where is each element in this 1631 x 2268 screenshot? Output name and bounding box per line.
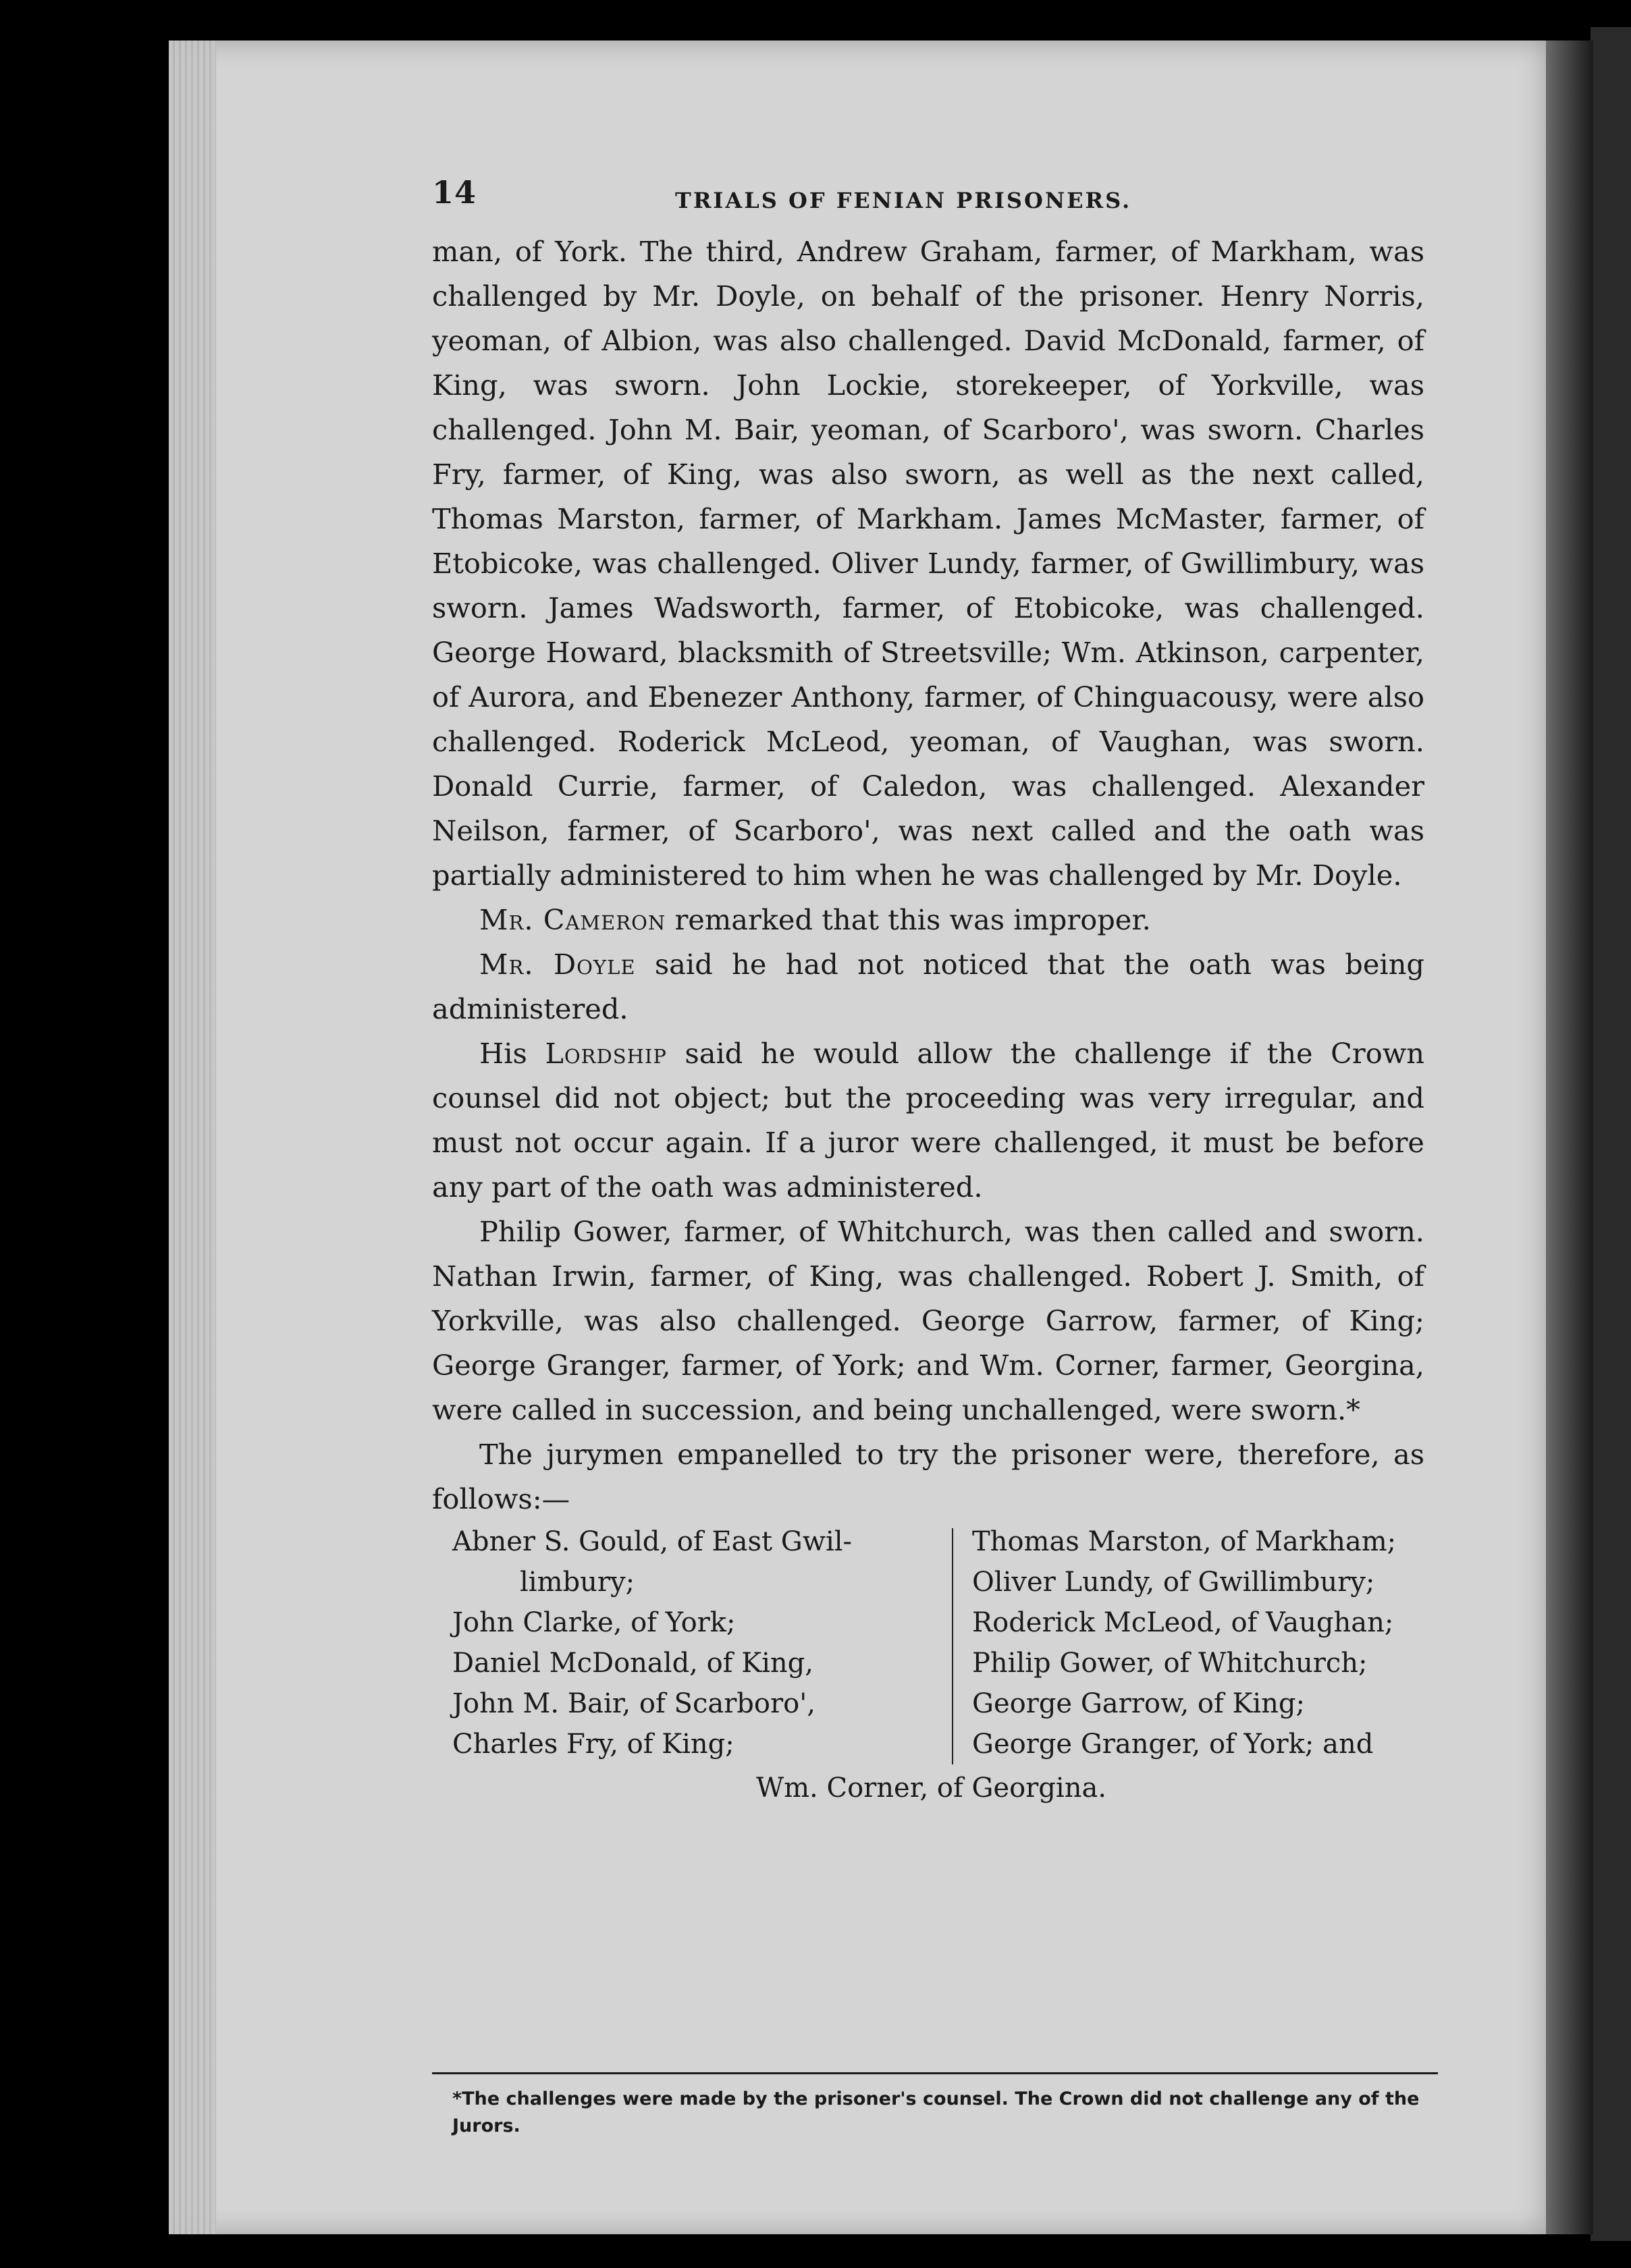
speaker-text: remarked that this was improper. [666, 903, 1151, 936]
speaker-name: Lordship [545, 1037, 667, 1070]
scan-background-strip [1590, 27, 1631, 2241]
juror-entry: George Granger, of York; and [972, 1729, 1374, 1760]
paragraph-cameron [432, 898, 1424, 942]
juror-entry-final: Wm. Corner, of Georgina. [756, 1773, 1107, 1804]
juror-list [432, 1521, 1424, 1804]
speaker-prefix: His [479, 1037, 545, 1070]
juror-entry: John M. Bair, of Scarboro', [452, 1688, 816, 1719]
page-stack-edge [169, 40, 216, 2234]
speaker-text: said he would allow the challenge if the Crown counsel did not object; but the proceeding was very irregular, and must not occur again. If a juror were challenged, it must be before any part of the oath was administered. [432, 1037, 1424, 1204]
speaker-name: Mr. Doyle [479, 948, 636, 981]
paragraph-further-jurors: Philip Gower, farmer, of Whitchurch, was then called and sworn. Nathan Irwin, farmer, of King, was challenged. Robert J. Smith, of Yorkville, was also challenged. George Garrow, farmer, of King; George Granger, farmer, of York; and Wm. Corner, farmer, Georgina, were called in succession, and being unchallenged, were sworn.* [432, 1215, 1424, 1426]
juror-entry: Daniel McDonald, of King, [452, 1648, 813, 1679]
page-header [432, 169, 1424, 230]
juror-entry: Philip Gower, of Whitchurch; [972, 1648, 1368, 1679]
running-head: TRIALS OF FENIAN PRISONERS. [675, 188, 1132, 213]
juror-entry: George Garrow, of King; [972, 1688, 1305, 1719]
juror-entry: Charles Fry, of King; [452, 1729, 734, 1760]
juror-entry: limbury; [520, 1567, 635, 1598]
speaker-text: said he had not noticed that the oath was being administered. [432, 948, 1424, 1025]
footnote-rule [432, 2072, 1438, 2074]
paragraph-jury-selection: man, of York. The third, Andrew Graham, farmer, of Markham, was challenged by Mr. Doyle, on behalf of the prisoner. Henry Norris, yeoman, of Albion, was also challenged. David McDonald, farmer, of King, was sworn. John Lockie, storekeeper, of Yorkville, was challenged. John M. Bair, yeoman, of Scarboro', was sworn. Charles Fry, farmer, of King, was also sworn, as well as the next called, Thomas Marston, farmer, of Markham. James McMaster, farmer, of Etobicoke, was challenged. Oliver Lundy, farmer, of Gwillimbury, was sworn. James Wadsworth, farmer, of Etobicoke, was challenged. George Howard, blacksmith of Streetsville; Wm. Atkinson, carpenter, of Aurora, and Ebenezer Anthony, farmer, of Chinguacousy, were also challenged. Roderick McLeod, yeoman, of Vaughan, was sworn. Donald Currie, farmer, of Caledon, was challenged. Alexander Neilson, farmer, of Scarboro', was next called and the oath was partially administered to him when he was challenged by Mr. Doyle. [432, 235, 1424, 892]
page-number: 14 [432, 174, 477, 211]
juror-column-left [452, 1521, 925, 1764]
paragraph-doyle [432, 942, 1424, 1031]
juror-entry: Thomas Marston, of Markham; [972, 1526, 1397, 1557]
juror-entry: Abner S. Gould, of East Gwil- [452, 1526, 853, 1557]
paragraph-jury-intro: The jurymen empanelled to try the prisoner were, therefore, as follows:— [432, 1438, 1424, 1515]
speaker-name: Mr. Cameron [479, 903, 666, 936]
book-binding-edge [1546, 40, 1593, 2234]
juror-entry: John Clarke, of York; [452, 1607, 736, 1638]
juror-entry: Roderick McLeod, of Vaughan; [972, 1607, 1394, 1638]
footnote: *The challenges were made by the prisoner's counsel. The Crown did not challenge any of the Jurors. [452, 2088, 1420, 2136]
page-content [432, 169, 1424, 1804]
juror-entry: Oliver Lundy, of Gwillimbury; [972, 1567, 1375, 1598]
juror-column-right [972, 1521, 1431, 1764]
paragraph-lordship [432, 1031, 1424, 1210]
column-divider [952, 1528, 953, 1764]
